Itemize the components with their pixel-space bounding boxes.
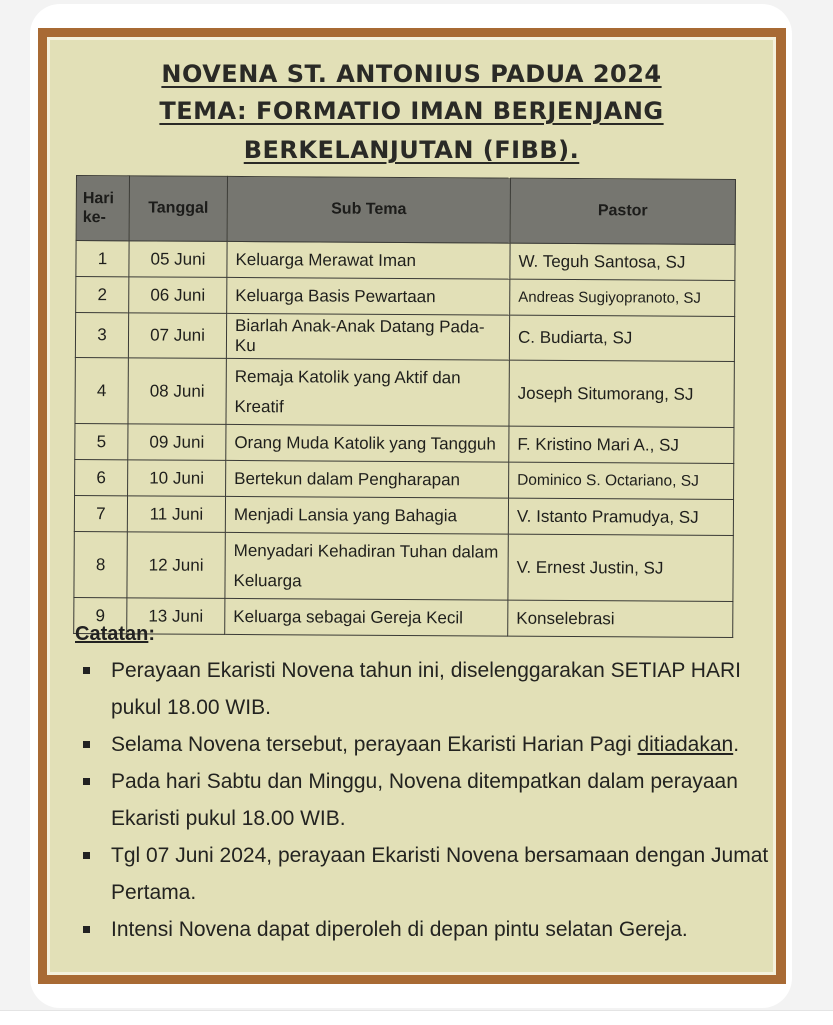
cell-subtema: Keluarga sebagai Gereja Kecil xyxy=(225,598,508,636)
cell-tanggal: 13 Juni xyxy=(127,598,225,635)
cell-subtema: Keluarga Basis Pewartaan xyxy=(227,277,510,315)
list-item: Selama Novena tersebut, perayaan Ekaristi Harian Pagi ditiadakan. xyxy=(75,726,775,763)
title-line-2: TEMA: FORMATIO IMAN BERJENJANG xyxy=(159,97,664,125)
cell-pastor: Konselebrasi xyxy=(508,600,733,637)
cell-pastor: Joseph Situmorang, SJ xyxy=(509,360,734,427)
bullet-icon xyxy=(83,778,90,785)
list-item: Perayaan Ekaristi Novena tahun ini, diselenggarakan SETIAP HARI pukul 18.00 WIB. xyxy=(75,652,775,726)
cell-pastor: W. Teguh Santosa, SJ xyxy=(510,243,735,280)
cell-hari: 8 xyxy=(74,531,127,597)
cell-hari: 2 xyxy=(76,277,129,313)
cell-tanggal: 10 Juni xyxy=(128,460,226,497)
table-row xyxy=(76,241,735,281)
notes-list xyxy=(75,652,775,948)
table-header-row xyxy=(76,176,735,245)
cell-pastor: Dominico S. Octariano, SJ xyxy=(509,462,734,499)
table-row xyxy=(75,313,734,362)
cell-subtema: Remaja Katolik yang Aktif dan Kreatif xyxy=(226,358,509,426)
cell-pastor: Andreas Sugiyopranoto, SJ xyxy=(510,279,735,316)
bottom-strip xyxy=(0,1010,833,1025)
cell-tanggal: 09 Juni xyxy=(128,424,226,461)
schedule-table xyxy=(73,175,736,638)
cell-tanggal: 12 Juni xyxy=(127,532,225,599)
cell-subtema: Menyadari Kehadiran Tuhan dalam Keluarga xyxy=(225,532,508,600)
table-row xyxy=(74,531,733,601)
cell-pastor: C. Budiarta, SJ xyxy=(509,315,734,361)
cell-hari: 7 xyxy=(74,495,127,531)
bullet-icon xyxy=(83,741,90,748)
cell-hari: 9 xyxy=(74,597,127,633)
header-tanggal: Tanggal xyxy=(129,176,227,242)
table-row xyxy=(76,277,735,317)
cell-tanggal: 06 Juni xyxy=(129,277,227,314)
notice-paper xyxy=(47,37,776,975)
cell-subtema: Biarlah Anak-Anak Datang Pada-Ku xyxy=(226,313,509,360)
cell-subtema: Bertekun dalam Pengharapan xyxy=(226,460,509,498)
cell-pastor: V. Ernest Justin, SJ xyxy=(508,534,733,601)
list-item: Intensi Novena dapat diperoleh di depan pintu selatan Gereja. xyxy=(75,911,775,948)
cell-tanggal: 11 Juni xyxy=(127,496,225,533)
table-row xyxy=(74,597,733,637)
bullet-icon xyxy=(83,667,90,674)
cell-hari: 4 xyxy=(75,357,128,423)
table-row xyxy=(75,423,734,463)
catatan-heading: Catatan: xyxy=(75,623,156,645)
header-pastor: Pastor xyxy=(510,178,735,244)
cell-tanggal: 05 Juni xyxy=(129,241,227,278)
cell-hari: 6 xyxy=(75,459,128,495)
table-row xyxy=(74,495,733,535)
table-row xyxy=(75,459,734,499)
title-line-3: BERKELANJUTAN (FIBB). xyxy=(243,136,580,164)
list-item: Tgl 07 Juni 2024, perayaan Ekaristi Novena bersamaan dengan Jumat Pertama. xyxy=(75,837,775,911)
table-row xyxy=(75,357,734,427)
cell-hari: 3 xyxy=(75,313,128,358)
cell-subtema: Menjadi Lansia yang Bahagia xyxy=(225,496,508,534)
cell-subtema: Orang Muda Katolik yang Tangguh xyxy=(226,424,509,462)
list-item: Pada hari Sabtu dan Minggu, Novena ditempatkan dalam perayaan Ekaristi pukul 18.00 WIB. xyxy=(75,763,775,837)
cell-subtema: Keluarga Merawat Iman xyxy=(227,241,510,279)
header-subtema: Sub Tema xyxy=(227,176,510,243)
cell-pastor: F. Kristino Mari A., SJ xyxy=(509,426,734,463)
cell-tanggal: 07 Juni xyxy=(128,313,226,359)
cell-hari: 1 xyxy=(76,241,129,277)
bullet-icon xyxy=(83,926,90,933)
cell-pastor: V. Istanto Pramudya, SJ xyxy=(508,498,733,535)
bullet-icon xyxy=(83,852,90,859)
cell-hari: 5 xyxy=(75,423,128,459)
header-hari: Hari ke- xyxy=(76,176,129,241)
cell-tanggal: 08 Juni xyxy=(128,358,226,425)
title-line-1: NOVENA ST. ANTONIUS PADUA 2024 xyxy=(161,60,662,88)
